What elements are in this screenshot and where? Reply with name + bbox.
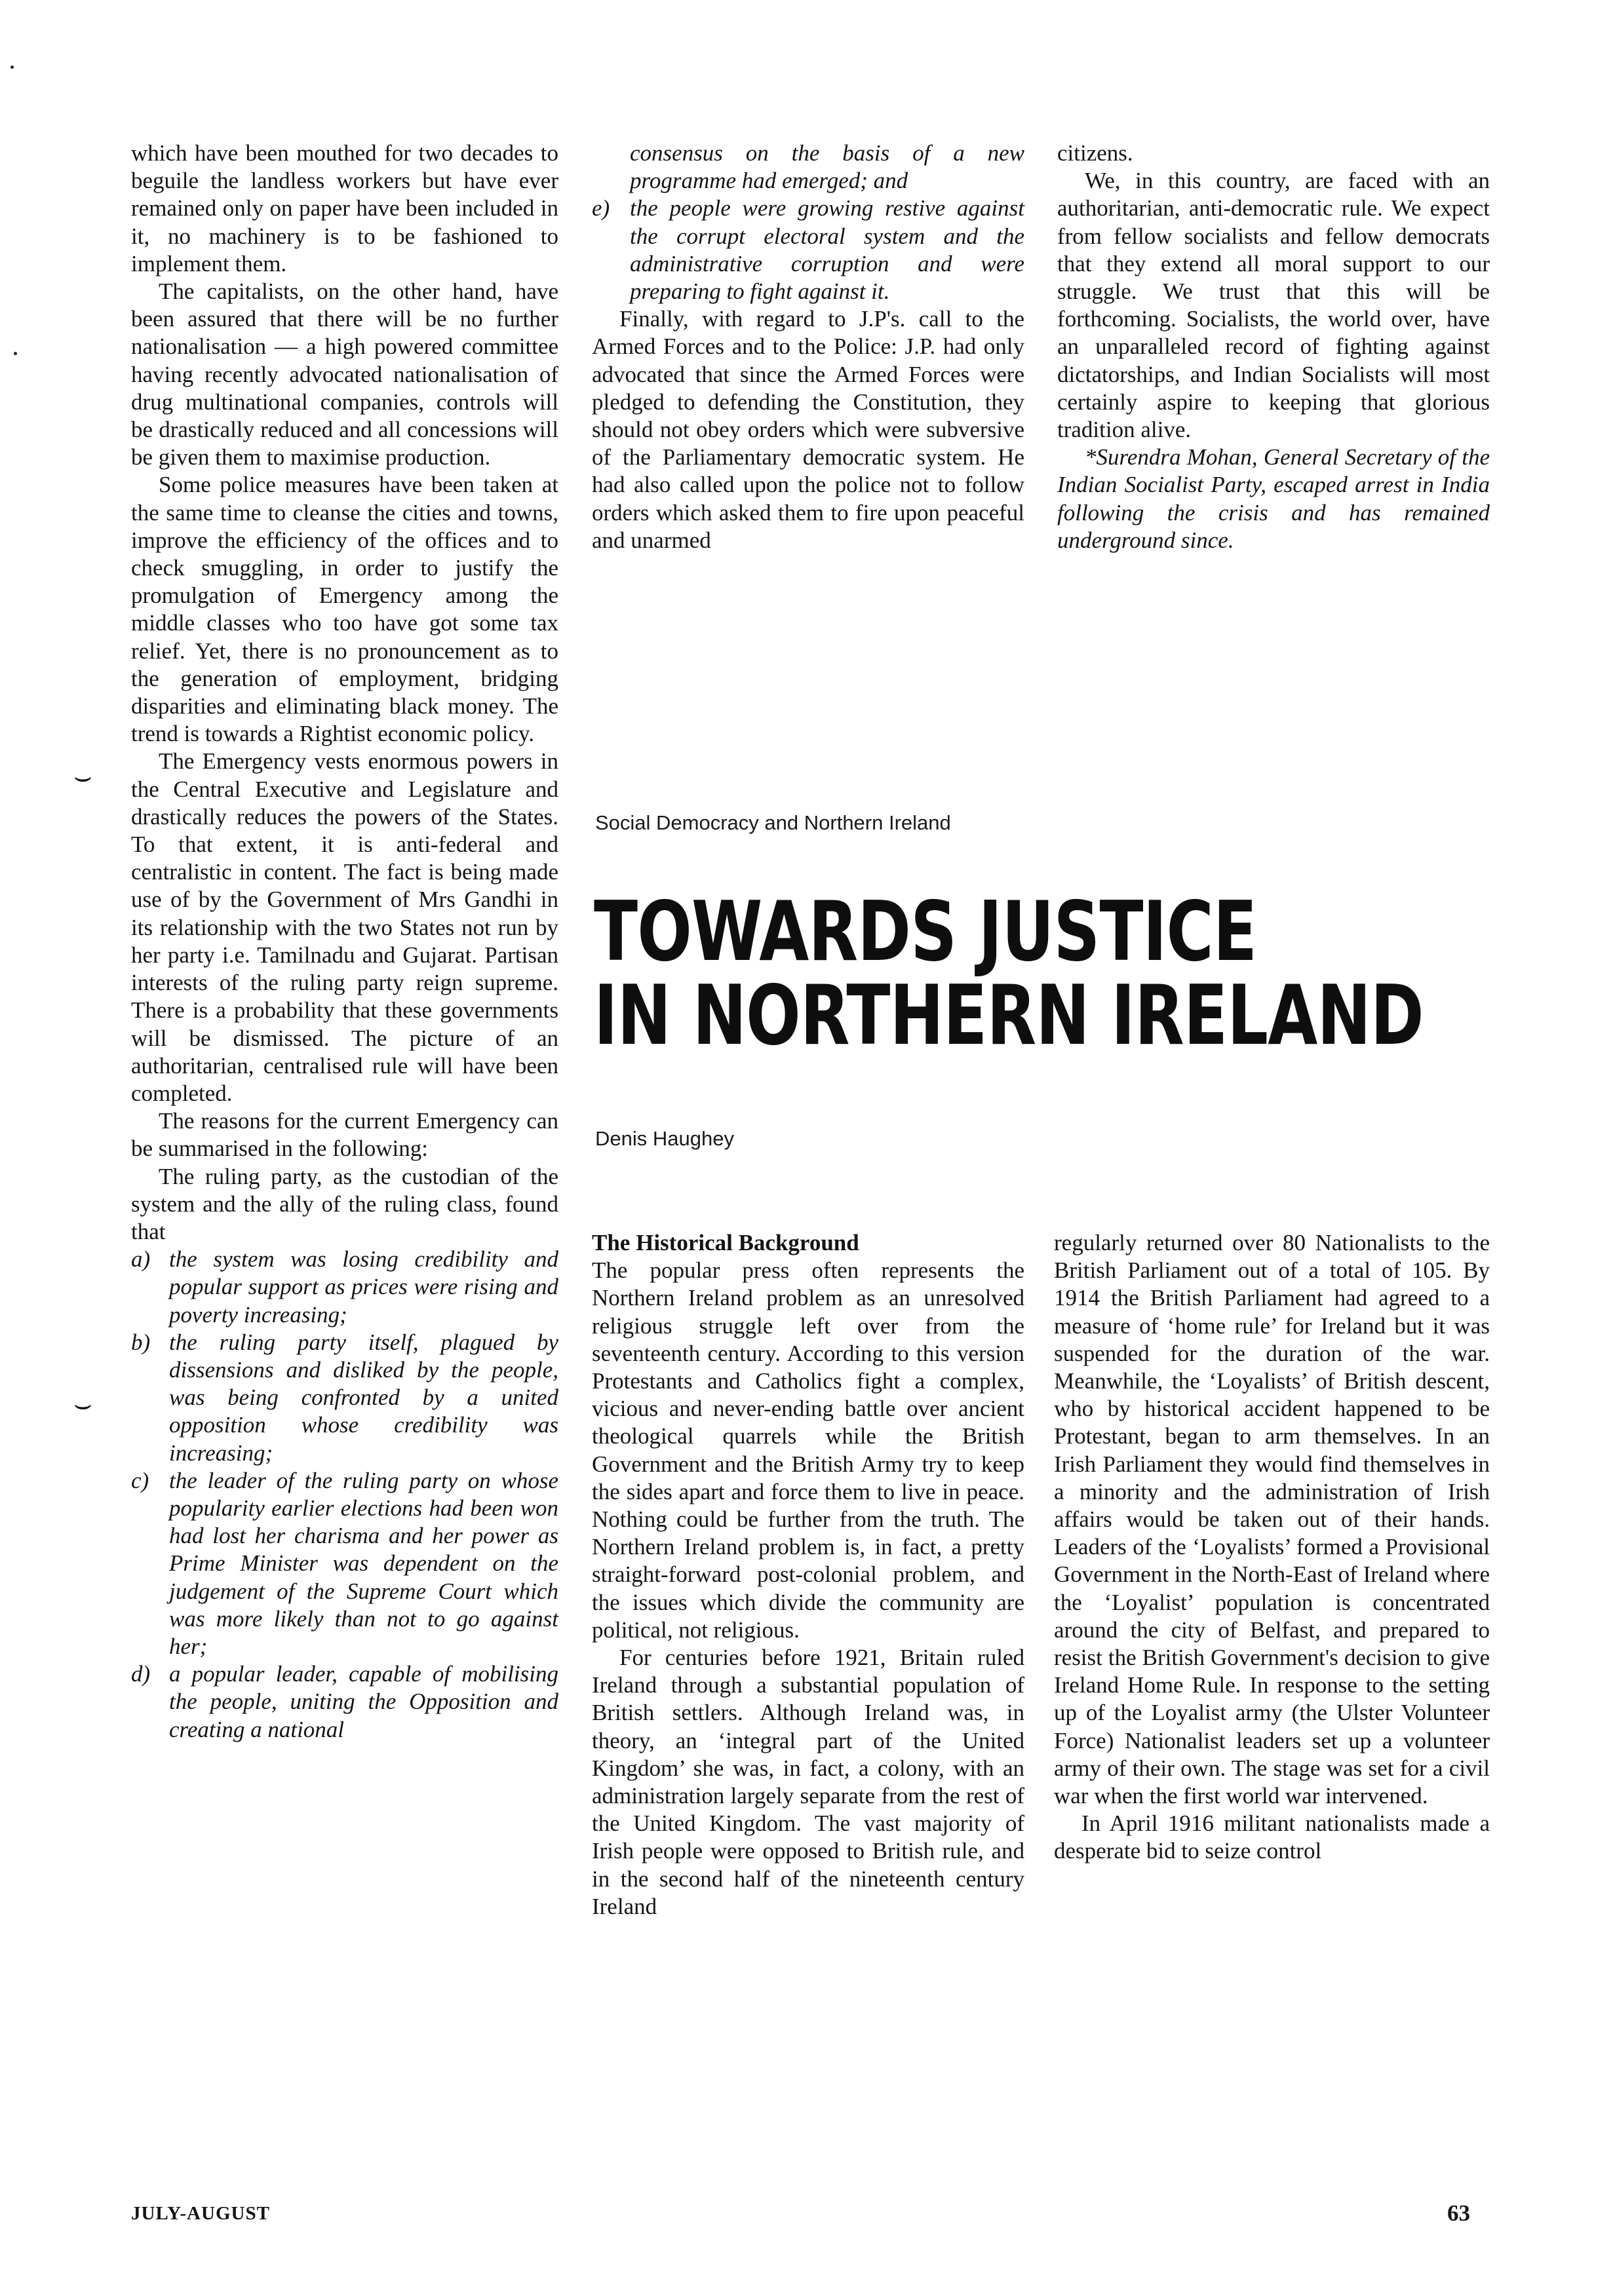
paragraph: regularly returned over 80 Nationalists to the British Parliament out of a total of 105. By 1914 the British Parliament had agreed to a measure of ‘home rule’ for Ireland but it was suspended for the duration of the war. Meanwhile, the ‘Loyalists’ of British descent, who by historical accident happened to be Protestant, began to arm themselves. In an Irish Parliament they would find themselves in a minority and the administration of Irish affairs would be taken out of their hands. Leaders of the ‘Loyalists’ formed a Provisional Government in the North-East of Ireland where the ‘Loyalist’ population is concentrated around the city of Belfast, and prepared to resist the British Government's decision to give Ireland Home Rule. In response to the setting up of the Loyalist army (the Ulster Volunteer Force) Nationalist leaders set up a volunteer army of their own. The stage was set for a civil war when the first world war intervened. <box>1054 1230 1490 1809</box>
article-column-right <box>1054 1229 1490 1866</box>
list-item-text: the leader of the ruling party on whose popularity earlier elections had been won had lost her charisma and her power as Prime Minister was dependent on the judgement of the Supreme Court which was more likely than not to go against her; <box>169 1467 558 1659</box>
paragraph: citizens. <box>1057 140 1133 166</box>
paragraph: The popular press often represents the Northern Ireland problem as an unresolved religious struggle left over from the seventeenth century. According to this version Protestants and Catholics fight a complex, vicious and never-ending battle over ancient theological quarrels while the British Government and the British Army try to keep the sides apart and force them to live in peace. Nothing could be further from the truth. The Northern Ireland problem is, in fact, a pretty straight-forward post-colonial problem, and the issues which divide the community are political, not religious. <box>592 1257 1024 1643</box>
paragraph: The capitalists, on the other hand, have been assured that there will be no further nationalisation — a high powered committee having recently advocated nationalisation of drug multinational companies, controls will be drastically reduced and all concessions will be given them to maximise production. <box>131 278 558 470</box>
page-number: 63 <box>1447 2200 1470 2226</box>
list-item <box>131 1329 558 1467</box>
issue-label: JULY-AUGUST <box>131 2203 270 2224</box>
paragraph: In April 1916 militant nationalists made a desperate bid to seize control <box>1054 1810 1490 1864</box>
byline: Denis Haughey <box>595 1127 734 1150</box>
scan-speck <box>14 352 17 355</box>
column-left-continuation <box>131 140 558 1744</box>
paragraph: For centuries before 1921, Britain ruled Ireland through a substantial population of British settlers. Although Ireland was, in theory, an ‘integral part of the United Kingdom’ she was, in fact, a colony, with an administration largely separate from the rest of the United Kingdom. The vast majority of Irish people were opposed to British rule, and in the second half of the nineteenth century Ireland <box>592 1645 1024 1919</box>
list-item <box>131 1246 558 1329</box>
paragraph: Some police measures have been taken at the same time to cleanse the cities and towns, improve the efficiency of the offices and to check smuggling, in order to justify the promulgation of Emergency among the middle classes who too have got some tax relief. Yet, there is no pronouncement as to the generation of employment, bridging disparities and eliminating black money. The trend is towards a Rightist economic policy. <box>131 472 558 747</box>
author-note: *Surendra Mohan, General Secretary of the Indian Socialist Party, escaped arrest in India following the crisis and has remained underground since. <box>1057 444 1490 553</box>
list-item-text: consensus on the basis of a new programme had emerged; and <box>630 140 1024 194</box>
list-item <box>131 1467 558 1660</box>
paragraph: The reasons for the current Emergency can be summarised in the following: <box>131 1108 558 1162</box>
margin-pen-mark-icon: ⌣ <box>73 1388 92 1421</box>
list-marker: d) <box>131 1661 151 1687</box>
list-item-text: the people were growing restive against the corrupt electoral system and the administrative corruption and were preparing to fight against it. <box>630 195 1024 305</box>
reasons-list-continued <box>592 140 1024 305</box>
headline-line: IN NORTHERN IRELAND <box>594 967 1424 1063</box>
list-item-text: the ruling party itself, plagued by dissensions and disliked by the people, was being confronted by a united opposition whose credibility was increasing; <box>169 1329 558 1466</box>
headline-line: TOWARDS JUSTICE <box>594 883 1257 980</box>
list-item <box>131 1660 558 1744</box>
subheading: The Historical Background <box>592 1230 859 1255</box>
paragraph: Finally, with regard to J.P's. call to the Armed Forces and to the Police: J.P. had only advocated that since the Armed Forces were pledged to defending the Constitution, they should not obey orders which were subversive of the Parliamentary democratic system. He had also called upon the police not to follow orders which asked them to fire upon peaceful and unarmed <box>592 306 1024 553</box>
paragraph: The Emergency vests enormous powers in the Central Executive and Legislature and drastically reduces the powers of the States. To that extent, it is anti-federal and centralistic in content. The fact is being made use of by the Government of Mrs Gandhi in its relationship with the two States not run by her party i.e. Tamilnadu and Gujarat. Partisan interests of the ruling party reign supreme. There is a probability that these governments will be dismissed. The picture of an authoritarian, centralised rule will have been completed. <box>131 748 558 1106</box>
column-middle-continuation <box>592 140 1024 554</box>
article-headline <box>594 883 1424 1063</box>
list-marker: b) <box>131 1329 151 1355</box>
paragraph: The ruling party, as the custodian of the system and the ally of the ruling class, found that <box>131 1163 558 1244</box>
list-item-text: a popular leader, capable of mobilising the people, uniting the Opposition and creating a national <box>169 1661 558 1742</box>
list-item-text: the system was losing credibility and popular support as prices were rising and poverty increasing; <box>169 1246 558 1328</box>
list-marker: c) <box>131 1467 149 1493</box>
list-marker: e) <box>592 195 610 221</box>
list-marker: a) <box>131 1246 151 1272</box>
scan-speck <box>10 66 14 69</box>
paragraph: We, in this country, are faced with an authoritarian, anti-democratic rule. We expect from fellow socialists and fellow democrats that they extend all moral support to our struggle. We trust that this will be forthcoming. Socialists, the world over, have an unparalleled record of fighting against dictatorships, and Indian Socialists will most certainly aspire to keeping that glorious tradition alive. <box>1057 168 1490 443</box>
column-right-continuation <box>1057 140 1490 554</box>
paragraph: which have been mouthed for two decades to beguile the landless workers but have ever remained only on paper have been included in it, no machinery is to be fashioned to implement them. <box>131 140 558 277</box>
article-column-left <box>592 1229 1024 1921</box>
section-kicker: Social Democracy and Northern Ireland <box>595 811 951 834</box>
reasons-list <box>131 1246 558 1744</box>
list-item-continuation <box>592 140 1024 195</box>
margin-pen-mark-icon: ⌣ <box>73 761 92 793</box>
list-item <box>592 195 1024 305</box>
